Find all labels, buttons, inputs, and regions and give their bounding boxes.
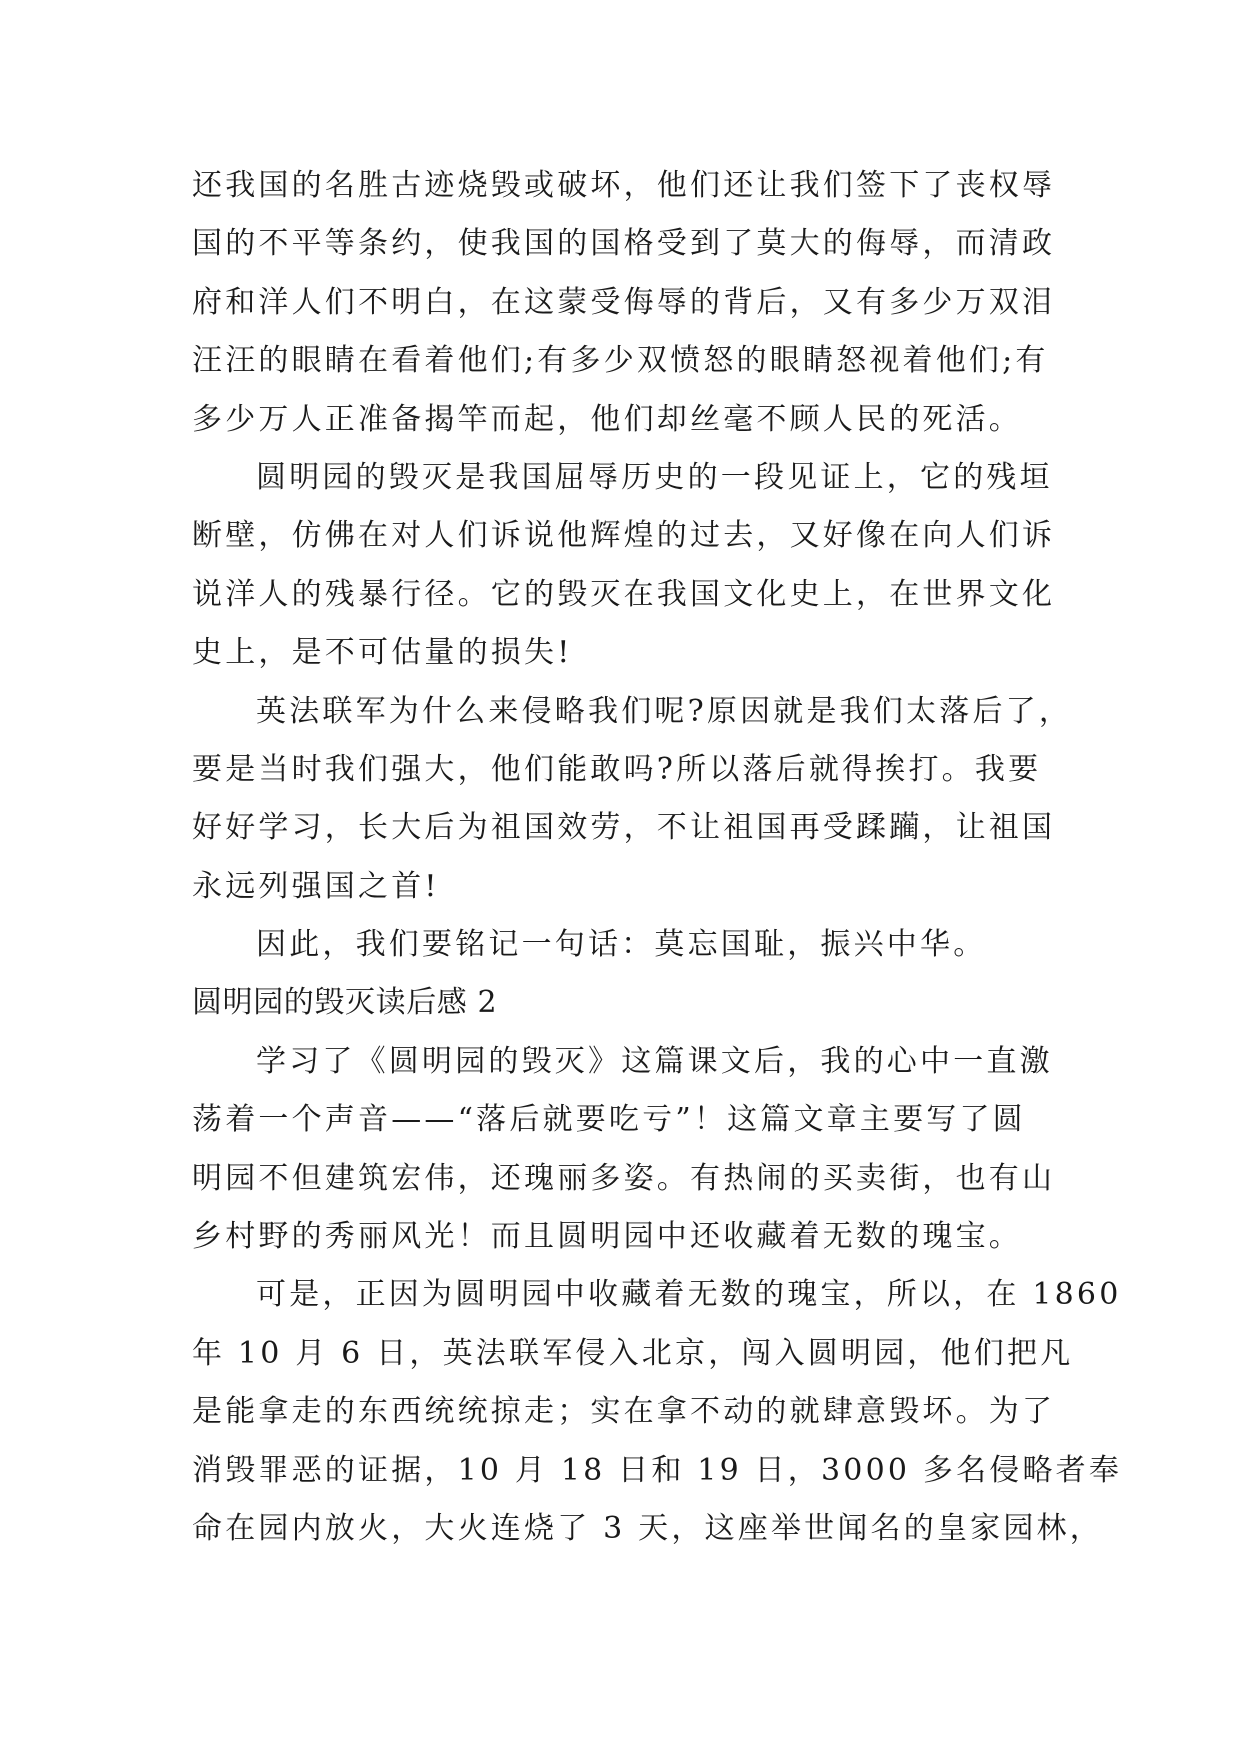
- text-line: 命在园内放火，大火连烧了 3 天，这座举世闻名的皇家园林，: [192, 1510, 1103, 1546]
- text-line: 年 10 月 6 日，英法联军侵入北京，闯入圆明园，他们把凡: [192, 1335, 1074, 1371]
- text-line: 汪汪的眼睛在看着他们;有多少双愤怒的眼睛怒视着他们;有: [192, 343, 1049, 379]
- section-heading: 圆明园的毁灭读后感 2: [192, 985, 498, 1021]
- text-line: 说洋人的残暴行径。它的毁灭在我国文化史上，在世界文化: [192, 576, 1056, 612]
- text-line: 府和洋人们不明白，在这蒙受侮辱的背后，又有多少万双泪: [192, 284, 1056, 320]
- text-line: 永远列强国之首!: [192, 868, 440, 904]
- text-line: 明园不但建筑宏伟，还瑰丽多姿。有热闹的买卖街，也有山: [192, 1160, 1056, 1196]
- text-line: 荡着一个声音——“落后就要吃亏”！这篇文章主要写了圆: [192, 1102, 1026, 1138]
- text-line: 好好学习，长大后为祖国效劳，不让祖国再受蹂躏，让祖国: [192, 810, 1056, 846]
- text-line: 史上，是不可估量的损失!: [192, 635, 573, 671]
- text-line: 英法联军为什么来侵略我们呢?原因就是我们太落后了，: [256, 693, 1073, 729]
- text-line: 是能拿走的东西统统掠走；实在拿不动的就肆意毁坏。为了: [192, 1394, 1056, 1430]
- text-line: 国的不平等条约，使我国的国格受到了莫大的侮辱，而清政: [192, 226, 1056, 262]
- text-line: 乡村野的秀丽风光！而且圆明园中还收藏着无数的瑰宝。: [192, 1219, 1022, 1255]
- text-line: 断壁，仿佛在对人们诉说他辉煌的过去，又好像在向人们诉: [192, 518, 1056, 554]
- text-line: 学习了《圆明园的毁灭》这篇课文后，我的心中一直激: [256, 1043, 1053, 1079]
- text-line: 圆明园的毁灭是我国屈辱历史的一段见证上，它的残垣: [256, 459, 1053, 495]
- text-line: 要是当时我们强大，他们能敢吗?所以落后就得挨打。我要: [192, 751, 1042, 787]
- text-line: 因此，我们要铭记一句话：莫忘国耻，振兴中华。: [256, 927, 987, 963]
- document-page: [192, 157, 1123, 1558]
- text-line: 消毁罪恶的证据，10 月 18 日和 19 日，3000 多名侵略者奉: [192, 1452, 1123, 1488]
- text-line: 多少万人正准备揭竿而起，他们却丝毫不顾人民的死活。: [192, 401, 1022, 437]
- text-line: 可是，正因为圆明园中收藏着无数的瑰宝，所以，在 1860: [256, 1277, 1122, 1313]
- text-line: 还我国的名胜古迹烧毁或破坏，他们还让我们签下了丧权辱: [192, 168, 1056, 203]
